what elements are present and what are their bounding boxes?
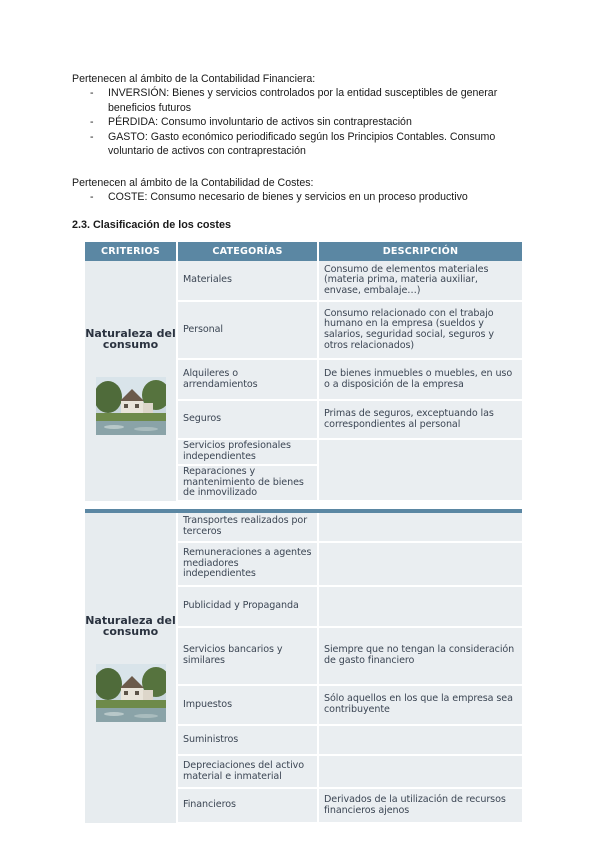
category-seguros: Seguros (177, 400, 318, 439)
criterion-label: Naturaleza del consumo (85, 613, 176, 638)
table-row (85, 511, 522, 542)
criterion-cell (85, 511, 177, 823)
description-depreciaciones (318, 755, 522, 788)
cost-classification-table-1 (85, 242, 522, 502)
description-transportes (318, 511, 522, 542)
list-item-gasto: - GASTO: Gasto económico periodificado según los Principios Contables. Consumo voluntario de activos con contraprestación (72, 130, 542, 159)
header-descripcion: DESCRIPCIÓN (318, 242, 522, 261)
description-impuestos: Sólo aquellos en los que la empresa sea contribuyente (318, 685, 522, 725)
category-servicios-bancarios: Servicios bancarios y similares (177, 627, 318, 685)
category-servicios-profesionales: Servicios profesionales independientes (177, 439, 318, 465)
category-publicidad: Publicidad y Propaganda (177, 586, 318, 627)
category-depreciaciones: Depreciaciones del activo material e inmaterial (177, 755, 318, 788)
list-item-inversion: - INVERSIÓN: Bienes y servicios controlados por la entidad susceptibles de generar beneficios futuros (72, 86, 542, 115)
description-suministros (318, 725, 522, 755)
description-empty (318, 439, 522, 501)
description-financieros: Derivados de la utilización de recursos financieros ajenos (318, 788, 522, 823)
category-impuestos: Impuestos (177, 685, 318, 725)
description-servicios-bancarios: Siempre que no tengan la consideración de gasto financiero (318, 627, 522, 685)
house-landscape-image (96, 377, 166, 435)
cost-intro: Pertenecen al ámbito de la Contabilidad de Costes: (72, 177, 314, 189)
category-transportes: Transportes realizados por terceros (177, 511, 318, 542)
criterion-label: Naturaleza del consumo (85, 326, 176, 351)
description-materiales: Consumo de elementos materiales (materia prima, materia auxiliar, envase, embalaje…) (318, 261, 522, 301)
cost-list (72, 190, 542, 204)
category-suministros: Suministros (177, 725, 318, 755)
list-item-coste: - COSTE: Consumo necesario de bienes y servicios en un proceso productivo (72, 190, 542, 204)
financial-list (72, 86, 542, 158)
category-remuneraciones: Remuneraciones a agentes mediadores independientes (177, 542, 318, 586)
category-materiales: Materiales (177, 261, 318, 301)
category-reparaciones: Reparaciones y mantenimiento de bienes de inmovilizado (177, 465, 318, 501)
header-criterios: CRITERIOS (85, 242, 177, 261)
financial-accounting-section (72, 72, 542, 158)
house-landscape-image (96, 664, 166, 722)
table-row (85, 261, 522, 301)
table-header-row (85, 242, 522, 261)
category-personal: Personal (177, 301, 318, 359)
financial-intro: Pertenecen al ámbito de la Contabilidad Financiera: (72, 73, 316, 85)
description-personal: Consumo relacionado con el trabajo humano en la empresa (sueldos y salarios, seguridad social, seguros y otros relacionados) (318, 301, 522, 359)
category-alquileres: Alquileres o arrendamientos (177, 359, 318, 400)
criterion-cell (85, 261, 177, 501)
description-publicidad (318, 586, 522, 627)
description-remuneraciones (318, 542, 522, 586)
description-seguros: Primas de seguros, exceptuando las correspondientes al personal (318, 400, 522, 439)
cost-classification-table-2 (85, 509, 522, 824)
category-financieros: Financieros (177, 788, 318, 823)
header-categorias: CATEGORÍAS (177, 242, 318, 261)
list-item-perdida: - PÉRDIDA: Consumo involuntario de activos sin contraprestación (72, 115, 542, 129)
section-heading: 2.3. Clasificación de los costes (72, 219, 232, 231)
cost-accounting-section (72, 176, 542, 205)
description-alquileres: De bienes inmuebles o muebles, en uso o a disposición de la empresa (318, 359, 522, 400)
